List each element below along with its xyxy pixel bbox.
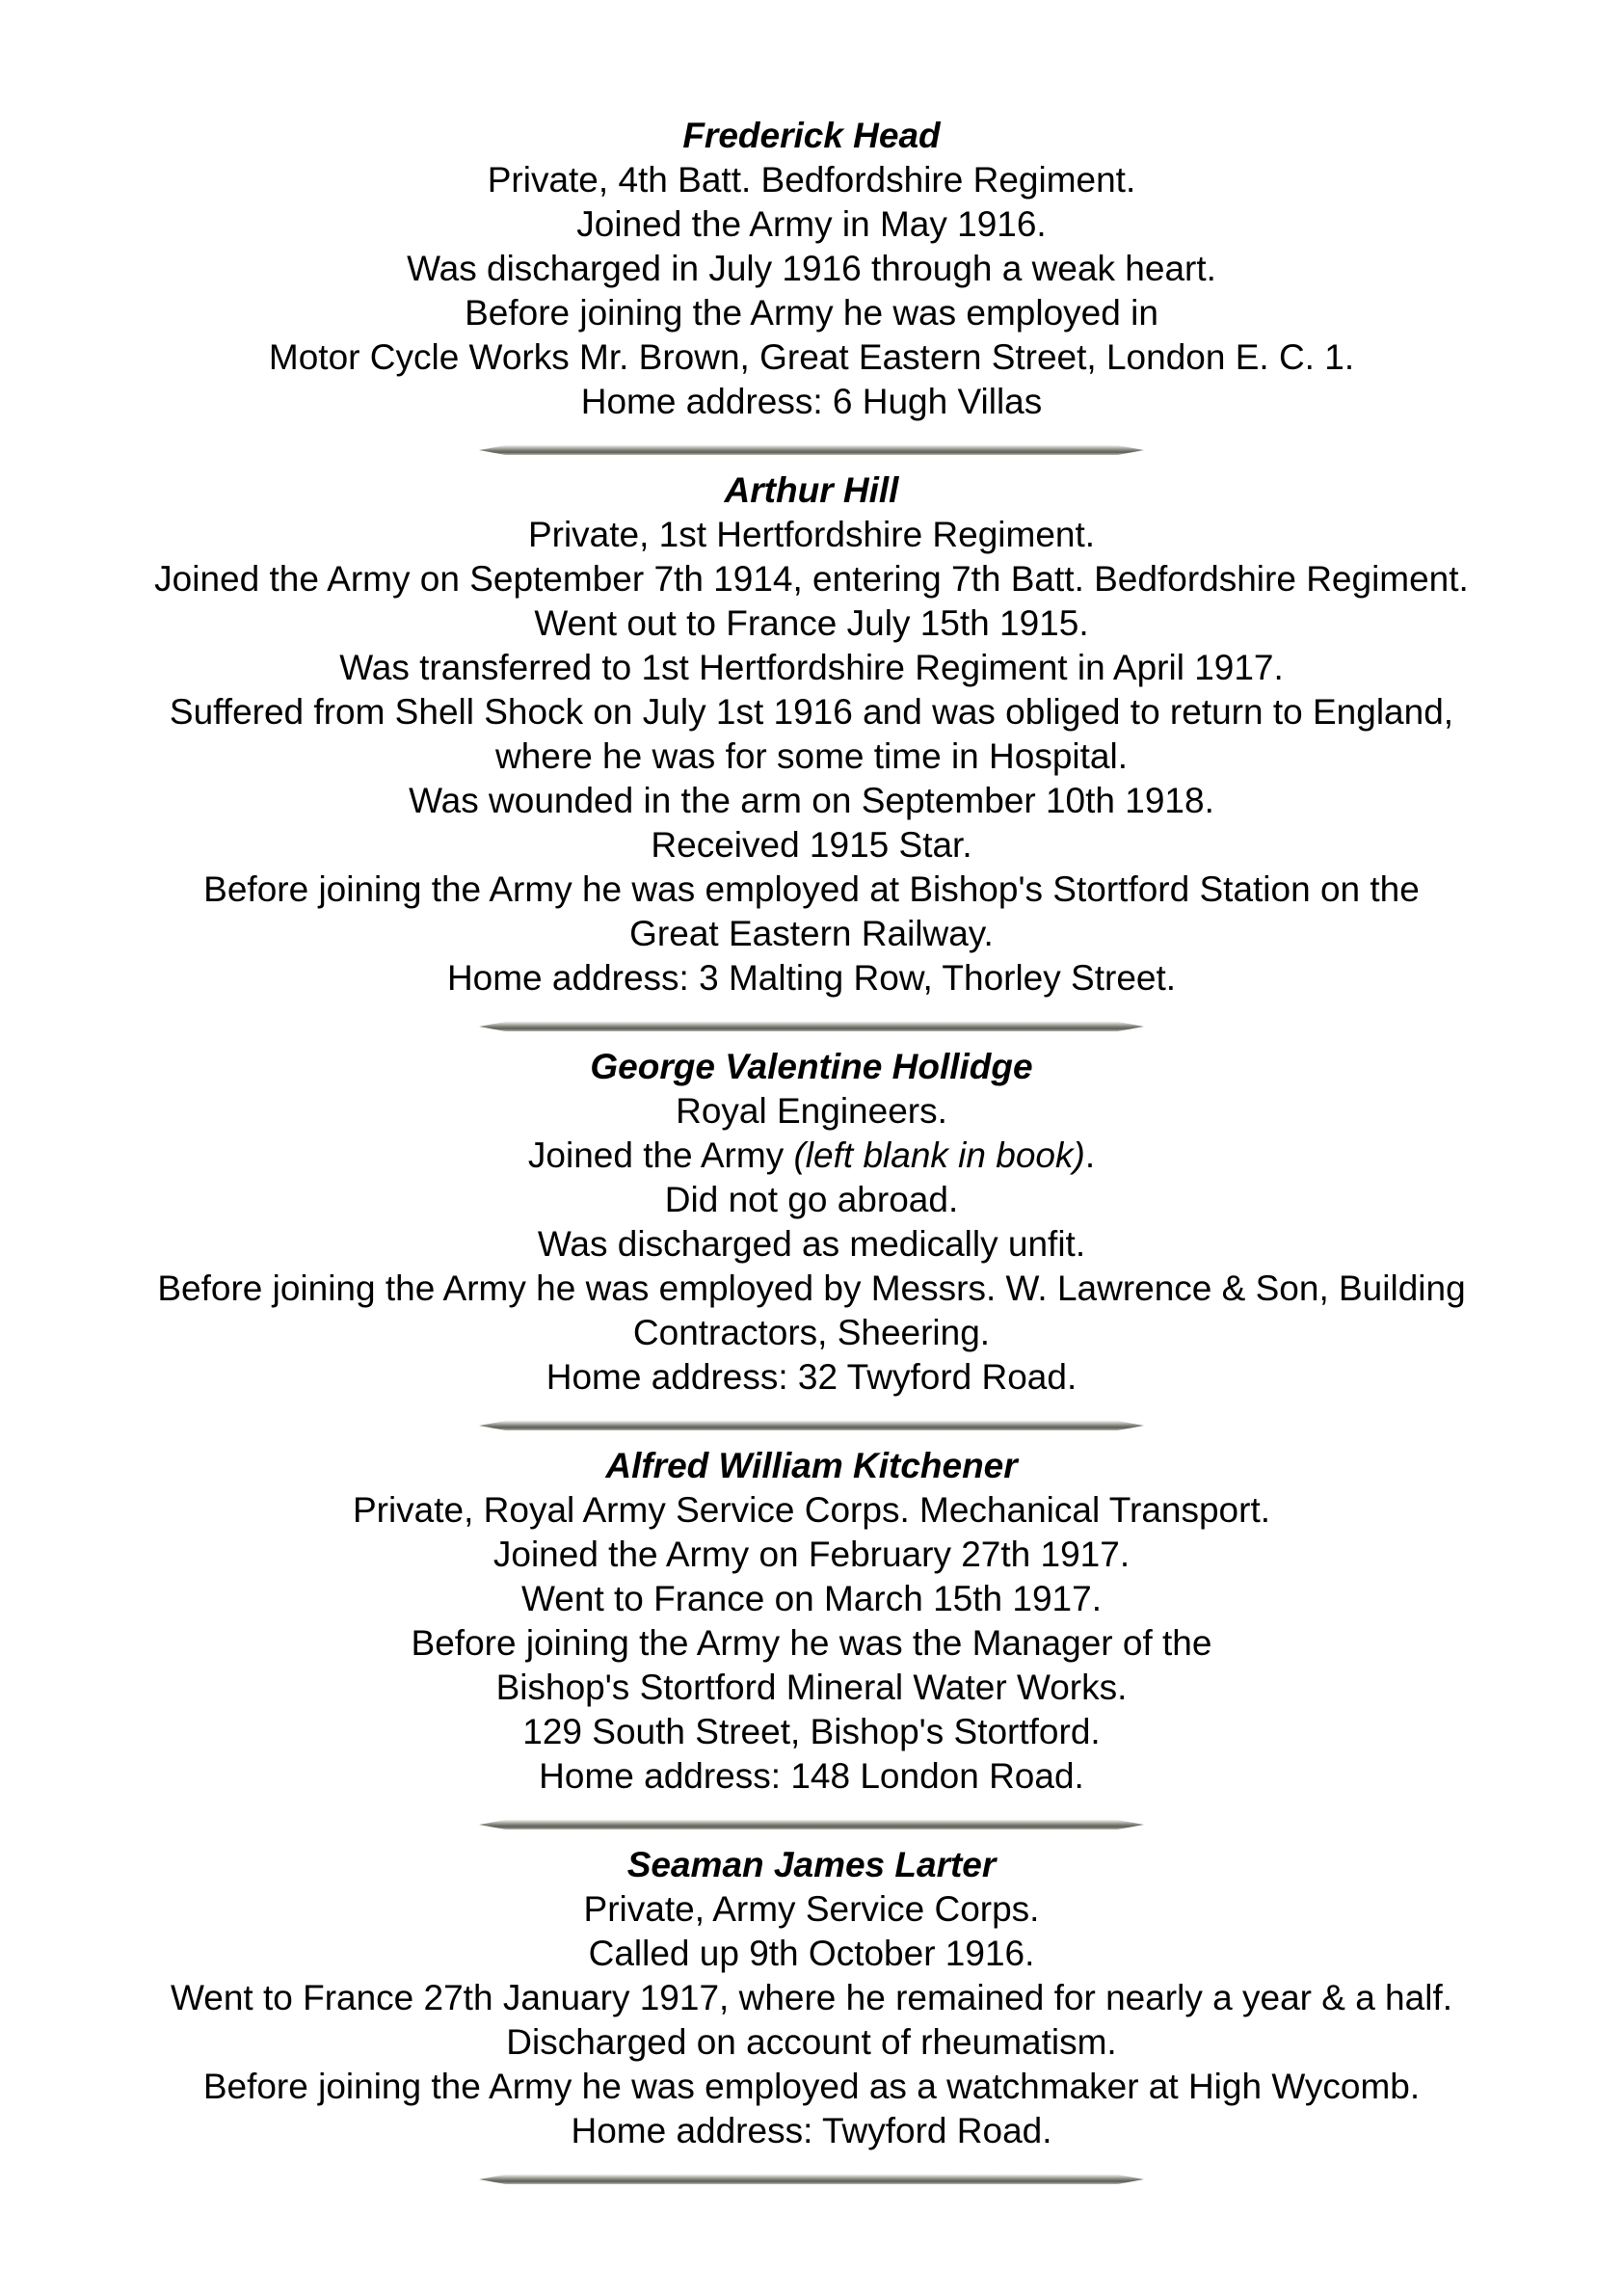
- entry-divider: [0, 1799, 1623, 1843]
- entry-divider: [0, 424, 1623, 468]
- soldier-name: George Valentine Hollidge: [590, 1047, 1033, 1086]
- editorial-note: (left blank in book): [793, 1135, 1085, 1175]
- record-line: Royal Engineers.: [676, 1091, 947, 1131]
- record-line-text: Joined the Army: [527, 1135, 794, 1175]
- record-line: Did not go abroad.: [664, 1180, 959, 1219]
- record-line: Received 1915 Star.: [651, 825, 972, 865]
- service-record: [0, 468, 1623, 1045]
- divider-bar: [479, 2175, 1144, 2184]
- record-line: Joined the Army on February 27th 1917.: [492, 1535, 1131, 1574]
- record-line: Private, Army Service Corps.: [583, 1889, 1040, 1929]
- entry-divider: [0, 1400, 1623, 1444]
- record-line: Private, Royal Army Service Corps. Mechanical Transport.: [352, 1490, 1271, 1530]
- record-line: Home address: 3 Malting Row, Thorley Street.: [446, 958, 1177, 998]
- record-line: Bishop's Stortford Mineral Water Works.: [495, 1668, 1128, 1707]
- service-record: [0, 1843, 1623, 2198]
- record-line: Went to France 27th January 1917, where he remained for nearly a year & a half.: [170, 1978, 1452, 2017]
- record-line: Suffered from Shell Shock on July 1st 1916 and was obliged to return to England,: [169, 692, 1454, 732]
- record-line: Joined the Army on September 7th 1914, entering 7th Batt. Bedfordshire Regiment.: [154, 559, 1469, 599]
- record-line: Home address: 32 Twyford Road.: [545, 1357, 1078, 1397]
- record-line: Before joining the Army he was employed at Bishop's Stortford Station on the: [203, 869, 1420, 909]
- divider-bar: [479, 1820, 1144, 1829]
- record-line: Was discharged as medically unfit.: [537, 1224, 1086, 1264]
- record-line: Private, 1st Hertfordshire Regiment.: [527, 515, 1096, 554]
- entry-divider: [0, 2153, 1623, 2198]
- record-line: Motor Cycle Works Mr. Brown, Great Eastern Street, London E. C. 1.: [268, 337, 1355, 377]
- divider-bar: [479, 445, 1144, 455]
- record-line: Was wounded in the arm on September 10th 1918.: [409, 781, 1214, 820]
- divider-bar: [479, 1421, 1144, 1430]
- service-record: [0, 1444, 1623, 1843]
- record-line: Before joining the Army he was employed in: [465, 293, 1158, 333]
- record-line: Before joining the Army he was the Manager of the: [411, 1623, 1212, 1663]
- service-record: [0, 1045, 1623, 1444]
- entry-divider: [0, 1001, 1623, 1045]
- service-record: [0, 114, 1623, 468]
- document-page: [0, 114, 1623, 2198]
- record-line: Home address: 6 Hugh Villas: [580, 382, 1043, 421]
- divider-bar: [479, 1022, 1144, 1031]
- record-line: Before joining the Army he was employed as a watchmaker at High Wycomb.: [202, 2067, 1421, 2106]
- record-line: Private, 4th Batt. Bedfordshire Regiment.: [487, 160, 1136, 200]
- record-line: Contractors, Sheering.: [632, 1313, 991, 1352]
- soldier-name: Frederick Head: [682, 116, 941, 155]
- record-line: where he was for some time in Hospital.: [495, 736, 1128, 776]
- soldier-name: Arthur Hill: [724, 470, 899, 510]
- record-line: [0, 1134, 1623, 1178]
- record-line: Before joining the Army he was employed by Messrs. W. Lawrence & Son, Building: [157, 1268, 1466, 1308]
- record-line: Home address: Twyford Road.: [571, 2111, 1052, 2150]
- record-line: Joined the Army in May 1916.: [576, 204, 1047, 244]
- record-line: Went to France on March 15th 1917.: [521, 1579, 1102, 1618]
- record-line-end: .: [1084, 1135, 1096, 1175]
- record-line: Discharged on account of rheumatism.: [506, 2022, 1117, 2062]
- record-line: Called up 9th October 1916.: [588, 1934, 1035, 1973]
- soldier-name: Alfred William Kitchener: [605, 1446, 1018, 1485]
- record-line: Went out to France July 15th 1915.: [534, 603, 1089, 643]
- record-line: Home address: 148 London Road.: [539, 1756, 1084, 1796]
- record-line: 129 South Street, Bishop's Stortford.: [522, 1712, 1101, 1751]
- record-line: Was discharged in July 1916 through a weak heart.: [407, 249, 1216, 288]
- soldier-name: Seaman James Larter: [626, 1845, 997, 1884]
- record-line: Great Eastern Railway.: [629, 914, 994, 953]
- record-line: Was transferred to 1st Hertfordshire Regiment in April 1917.: [339, 648, 1284, 687]
- service-records-list: [0, 114, 1623, 2198]
